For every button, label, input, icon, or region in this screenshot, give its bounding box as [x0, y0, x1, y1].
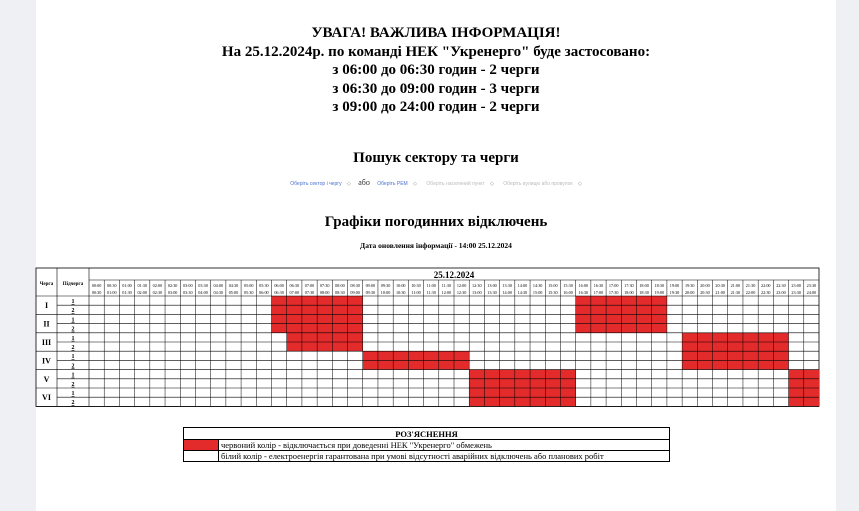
time-slot-start: 17:30 — [624, 283, 634, 288]
time-slot-end: 05:30 — [243, 290, 254, 295]
time-slot-start: 10:30 — [411, 283, 421, 288]
time-slot-end: 01:30 — [122, 290, 132, 295]
time-slot-end: 12:30 — [456, 290, 467, 295]
schedule-title: Графіки погодинних відключень — [324, 214, 548, 230]
time-slot-end: 00:30 — [91, 290, 102, 295]
subqueue-label: 2 — [71, 381, 75, 388]
legend-red-text: червоний колір - відключається при доведенні НЕК "Укренерго" обмежень — [219, 440, 670, 451]
time-slot-end: 16:00 — [563, 290, 573, 295]
time-slot-end: 11:00 — [411, 290, 421, 295]
time-slot-start: 12:00 — [456, 283, 467, 288]
subqueue-label: 2 — [71, 400, 75, 407]
time-slot-end: 18:00 — [624, 290, 634, 295]
time-slot-end: 17:30 — [608, 290, 619, 295]
time-slot-end: 05:00 — [228, 290, 239, 295]
time-slot-start: 05:00 — [243, 283, 254, 288]
time-slot-start: 01:00 — [122, 283, 132, 288]
time-slot-start: 00:30 — [107, 283, 117, 288]
outage-cell — [682, 360, 788, 369]
queue-label: III — [41, 338, 52, 347]
time-slot-end: 17:00 — [593, 290, 604, 295]
select-street-label: Оберіть вулицю або провулок — [503, 181, 573, 187]
time-slot-end: 19:30 — [669, 290, 680, 295]
time-slot-start: 16:30 — [593, 283, 604, 288]
outage-cell — [469, 370, 575, 379]
queue-label: V — [43, 374, 50, 384]
time-slot-end: 22:30 — [760, 290, 771, 295]
time-slot-start: 23:00 — [791, 283, 801, 288]
time-slot-start: 02:00 — [152, 283, 163, 288]
select-settlement-label: Оберіть населений пункт — [426, 181, 485, 187]
outage-cell — [682, 342, 788, 351]
time-slot-end: 08:30 — [335, 290, 345, 295]
alert-line-3: з 06:30 до 09:00 годин - 3 черги — [332, 80, 540, 97]
time-slot-start: 22:30 — [776, 283, 786, 288]
time-slot-start: 12:30 — [472, 283, 482, 288]
select-settlement-dropdown[interactable] — [424, 181, 496, 187]
time-slot-end: 10:00 — [380, 290, 391, 295]
outage-cell — [287, 342, 363, 351]
time-slot-start: 04:30 — [228, 283, 239, 288]
subqueue-label: 2 — [71, 363, 75, 370]
alert-line-4: з 09:00 до 24:00 годин - 2 черги — [332, 99, 540, 115]
time-slot-start: 13:00 — [487, 283, 497, 288]
time-slot-start: 18:30 — [654, 283, 665, 288]
time-slot-start: 11:30 — [441, 283, 452, 288]
time-slot-start: 20:30 — [715, 283, 725, 288]
time-slot-start: 14:30 — [532, 283, 543, 288]
outage-cell — [469, 388, 575, 397]
subqueue-label: 1 — [71, 391, 75, 397]
time-slot-end: 11:30 — [426, 290, 436, 295]
legend-table — [183, 427, 670, 462]
alert-line-1: На 25.12.2024р. по команді НЕК "Укренерго" буде застосовано: — [221, 43, 651, 60]
select-street-dropdown[interactable] — [501, 181, 584, 187]
queue-column-header: Черга — [39, 282, 54, 287]
time-slot-end: 19:00 — [654, 290, 665, 295]
legend-red-swatch — [184, 440, 219, 451]
subqueue-label: 1 — [71, 335, 75, 342]
alert-title: УВАГА! ВАЖЛИВА ІНФОРМАЦІЯ! — [311, 25, 561, 41]
schedule-date: 25.12.2024 — [433, 270, 475, 280]
chevron-down-icon: ◇ — [490, 181, 494, 187]
outage-cell — [682, 333, 788, 342]
legend-white-swatch — [184, 451, 219, 462]
select-rem-dropdown[interactable] — [375, 181, 419, 187]
time-slot-end: 20:00 — [684, 290, 695, 295]
search-controls — [36, 178, 836, 187]
time-slot-start: 06:30 — [289, 283, 300, 288]
time-slot-end: 06:30 — [274, 290, 284, 295]
legend-white-text: білий колір - електроенергія гарантована при умові відсутності аварійних відключень або планових робіт — [219, 451, 670, 462]
legend-title: РОЗ'ЯСНЕННЯ — [184, 428, 670, 440]
subqueue-label: 1 — [71, 317, 75, 324]
chevron-down-icon: ◇ — [346, 181, 351, 187]
outage-cell — [363, 351, 469, 360]
time-slot-end: 02:30 — [152, 290, 163, 295]
time-slot-start: 23:30 — [806, 283, 817, 288]
time-slot-end: 09:00 — [350, 290, 360, 295]
time-slot-end: 15:30 — [548, 290, 558, 295]
chevron-down-icon: ◇ — [413, 181, 417, 187]
time-slot-start: 14:00 — [517, 283, 528, 288]
time-slot-start: 17:00 — [608, 283, 619, 288]
time-slot-start: 08:30 — [350, 283, 360, 288]
time-slot-end: 20:30 — [700, 290, 710, 295]
time-slot-start: 15:00 — [548, 283, 558, 288]
time-slot-end: 01:00 — [107, 290, 117, 295]
time-slot-start: 11:00 — [426, 283, 436, 288]
time-slot-end: 14:00 — [502, 290, 513, 295]
time-slot-end: 13:30 — [487, 290, 497, 295]
subqueue-label: 2 — [71, 326, 75, 333]
legend-header-row — [184, 428, 670, 440]
time-slot-start: 08:00 — [335, 283, 345, 288]
time-slot-start: 22:00 — [760, 283, 771, 288]
time-slot-start: 19:30 — [684, 283, 695, 288]
time-slot-start: 04:00 — [213, 283, 224, 288]
queue-label: I — [44, 301, 49, 311]
time-slot-start: 07:00 — [304, 283, 315, 288]
legend-row-red — [184, 440, 670, 451]
time-slot-end: 18:30 — [639, 290, 649, 295]
time-slot-start: 21:00 — [730, 283, 741, 288]
update-date: Дата оновлення інформації - 14:00 25.12.2024 — [360, 241, 512, 250]
time-slot-end: 12:00 — [441, 290, 452, 295]
time-slot-end: 10:30 — [395, 290, 406, 295]
alert-block — [36, 24, 836, 117]
time-slot-end: 14:30 — [517, 290, 528, 295]
time-slot-end: 16:30 — [578, 290, 589, 295]
time-slot-start: 09:30 — [380, 283, 391, 288]
time-slot-start: 00:00 — [91, 283, 102, 288]
time-slot-start: 05:30 — [259, 283, 269, 288]
outage-cell — [469, 397, 575, 406]
outage-cell — [363, 360, 469, 369]
time-slot-end: 04:30 — [213, 290, 224, 295]
time-slot-start: 19:00 — [669, 283, 680, 288]
time-slot-end: 03:30 — [183, 290, 193, 295]
subqueue-label: 2 — [71, 308, 75, 315]
alert-line-2: з 06:00 до 06:30 годин - 2 черги — [332, 62, 540, 78]
chevron-down-icon: ◇ — [577, 181, 582, 187]
time-slot-start: 21:30 — [745, 283, 756, 288]
time-slot-end: 13:00 — [472, 290, 482, 295]
time-slot-start: 16:00 — [578, 283, 589, 288]
time-slot-start: 13:30 — [502, 283, 513, 288]
subqueue-label: 2 — [71, 345, 75, 351]
time-slot-start: 18:00 — [639, 283, 649, 288]
select-rem-label: Оберіть РЕМ — [377, 181, 408, 187]
select-sector-dropdown[interactable] — [288, 181, 353, 187]
time-slot-start: 09:00 — [365, 283, 376, 288]
time-slot-end: 22:00 — [745, 290, 756, 295]
time-slot-start: 03:30 — [198, 283, 208, 288]
subqueue-column-header: Підчерга — [62, 282, 84, 287]
time-slot-end: 24:00 — [806, 290, 817, 295]
outage-cell — [287, 333, 363, 342]
time-slot-end: 06:00 — [259, 290, 269, 295]
time-slot-end: 21:00 — [715, 290, 725, 295]
queue-label: VI — [42, 393, 51, 403]
time-slot-end: 04:00 — [198, 290, 208, 295]
outage-cell — [469, 379, 575, 388]
time-slot-end: 09:30 — [365, 290, 376, 295]
subqueue-label: 1 — [71, 299, 75, 305]
subqueue-label: 1 — [71, 354, 75, 361]
or-label: або — [358, 178, 370, 187]
queue-label: II — [43, 319, 50, 329]
time-slot-start: 01:30 — [137, 283, 148, 288]
time-slot-start: 02:30 — [167, 283, 178, 288]
time-slot-start: 03:00 — [183, 283, 193, 288]
select-sector-label: Оберіть сектор і чергу — [290, 181, 342, 187]
time-slot-end: 07:00 — [289, 290, 300, 295]
time-slot-end: 07:30 — [304, 290, 315, 295]
time-slot-end: 23:30 — [791, 290, 801, 295]
time-slot-end: 15:00 — [532, 290, 543, 295]
outage-cell — [682, 351, 788, 360]
time-slot-end: 08:00 — [319, 290, 330, 295]
time-slot-start: 07:30 — [319, 283, 330, 288]
time-slot-start: 20:00 — [700, 283, 710, 288]
search-title: Пошук сектору та черги — [353, 150, 519, 166]
time-slot-end: 03:00 — [167, 290, 178, 295]
queue-label: IV — [42, 356, 51, 366]
time-slot-end: 23:00 — [776, 290, 786, 295]
time-slot-end: 21:30 — [730, 290, 741, 295]
time-slot-start: 15:30 — [563, 283, 573, 288]
time-slot-start: 10:00 — [395, 283, 406, 288]
legend-row-white — [184, 451, 670, 462]
time-slot-end: 02:00 — [137, 290, 148, 295]
time-slot-start: 06:00 — [274, 283, 284, 288]
subqueue-label: 1 — [71, 372, 75, 379]
